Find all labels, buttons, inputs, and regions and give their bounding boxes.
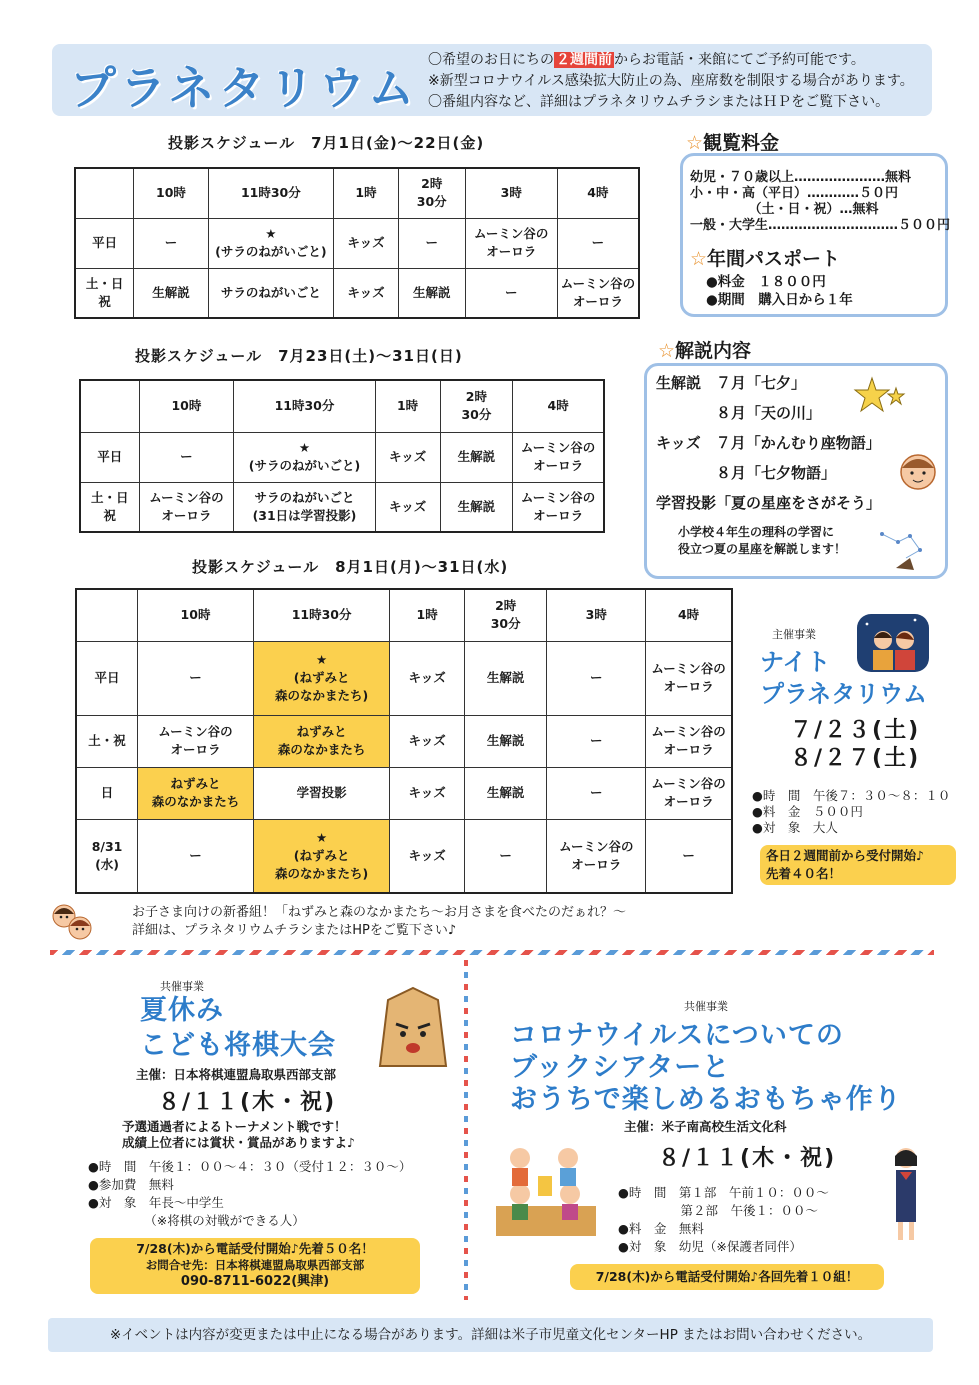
table-header-cell: 1時 [334, 168, 399, 218]
table-cell: ー [138, 641, 254, 715]
schedule2-table [79, 379, 605, 533]
schedule1-title: 投影スケジュール 7月1日(金)～22日(金) [168, 134, 485, 152]
couple-illustration [855, 610, 931, 678]
table-cell: キッズ [334, 218, 399, 268]
table-cell: 生解説 [440, 482, 513, 532]
table-header-cell: 11時30分 [253, 589, 389, 641]
shogi-title-2: こども将棋大会 [140, 1030, 336, 1061]
note-line-2: ※新型コロナウイルス感染拡大防止の為、座席数を制限する場合があります。 [428, 73, 914, 89]
commentary-line: キッズ ７月「かんむり座物語」 [656, 434, 881, 452]
shogi-desc-1: 予選通過者によるトーナメント戦です！ [122, 1119, 347, 1134]
table-cell: ★ (サラのねがいごと) [234, 432, 375, 482]
table-header-cell [75, 168, 134, 218]
fees-list [690, 170, 951, 234]
book-note: 7/28(木)から電話受付開始♪各回先着１０組！ [570, 1264, 884, 1290]
table-cell: キッズ [390, 641, 465, 715]
shogi-info-line: ●参加費 無料 [88, 1177, 174, 1192]
night-note-2: 先着４０名！ [766, 866, 842, 881]
table-header-cell: 3時 [547, 589, 646, 641]
table-row-label: 平日 [75, 218, 134, 268]
table-cell: ムーミン谷の オーロラ [646, 715, 732, 767]
student-illustration [884, 1144, 928, 1248]
table-header-cell: 2時 30分 [464, 589, 546, 641]
table-header-cell: 10時 [138, 589, 254, 641]
table-cell: 生解説 [398, 268, 465, 318]
commentary-sub1: 小学校４年生の理科の学習に [678, 525, 835, 539]
constellation-icon [876, 528, 932, 580]
table-cell: サラのねがいごと [208, 268, 334, 318]
table-cell: ー [134, 218, 208, 268]
book-info-line: ●対 象 幼児（※保護者同伴） [618, 1239, 802, 1254]
star-icon: ☆ [686, 132, 704, 154]
schedule2-title: 投影スケジュール 7月23日(土)～31日(日) [135, 347, 463, 365]
table-row [76, 819, 732, 893]
commentary-sub2: 役立つ夏の星座を解説します！ [678, 542, 847, 556]
table-cell: ムーミン谷の オーロラ [513, 482, 604, 532]
table-cell: キッズ [375, 432, 440, 482]
night-info-line: ●時 間 午後７：３０～８：１０ [752, 788, 951, 803]
commentary-heading: ☆解説内容 [658, 340, 752, 362]
stripe-divider [50, 950, 934, 955]
table-cell: サラのねがいごと (31日は学習投影) [234, 482, 375, 532]
new-program-line1: お子さま向けの新番組！「ねずみと森のなかまたち～お月さまを食べたのだぁれ？～ [132, 905, 627, 920]
table-cell: ねずみと 森のなかまたち [253, 715, 389, 767]
table-cell: ー [465, 268, 557, 318]
table-row [75, 268, 639, 318]
table-cell: 生解説 [134, 268, 208, 318]
table-cell: ムーミン谷の オーロラ [138, 715, 254, 767]
table-header-cell: 1時 [375, 380, 440, 432]
shogi-desc-2: 成績上位者には賞状・賞品がありますよ♪ [122, 1135, 355, 1150]
table-header-cell: 11時30分 [208, 168, 334, 218]
table-cell: 学習投影 [253, 767, 389, 819]
shogi-note-3: 090-8711-6022(興津) [180, 1274, 330, 1289]
table-cell: 生解説 [464, 715, 546, 767]
night-info-line: ●対 象 大人 [752, 820, 838, 835]
table-row-label: 土・日 祝 [80, 482, 139, 532]
fees-heading: ☆観覧料金 [686, 132, 780, 154]
table-row [76, 715, 732, 767]
commentary-line: ８月「七夕物語」 [656, 464, 837, 482]
table-cell: ムーミン谷の オーロラ [547, 819, 646, 893]
stripe-vertical-divider [464, 960, 468, 1300]
fee-row: 幼児・７０歳以上…………………無料 [690, 170, 912, 185]
kids-face-illustration [52, 902, 92, 942]
table-cell: キッズ [375, 482, 440, 532]
schedule3-table [75, 588, 733, 894]
table-cell: キッズ [390, 715, 465, 767]
table-header-cell: 10時 [139, 380, 234, 432]
table-cell: ★ (ねずみと 森のなかまたち) [253, 641, 389, 715]
stars-icon [852, 374, 908, 424]
table-header-row [75, 168, 639, 218]
table-cell: ー [464, 819, 546, 893]
shogi-info-line: （※将棋の対戦ができる人） [88, 1213, 305, 1228]
table-header-cell: 10時 [134, 168, 208, 218]
table-cell: 生解説 [464, 641, 546, 715]
schedule1-table [74, 167, 640, 319]
book-organizer: 主催：米子南高校生活文化科 [624, 1119, 787, 1134]
table-header-cell: 1時 [390, 589, 465, 641]
table-header-row [80, 380, 604, 432]
commentary-line: 生解説 ７月「七夕」 [656, 374, 807, 392]
table-cell: ★ (サラのねがいごと) [208, 218, 334, 268]
night-date-1: ７/２３(土) [790, 718, 921, 743]
book-info-line: ●料 金 無料 [618, 1221, 704, 1236]
commentary-list [656, 368, 881, 518]
table-header-cell: 3時 [465, 168, 557, 218]
star-icon: ☆ [658, 340, 676, 362]
footer-notice: ※イベントは内容が変更または中止になる場合があります。詳細は米子市児童文化センターHP またはお問い合わせください。 [48, 1318, 933, 1352]
table-cell: ムーミン谷の オーロラ [646, 641, 732, 715]
table-header-cell: 2時 30分 [398, 168, 465, 218]
table-cell: ねずみと 森のなかまたち [138, 767, 254, 819]
table-header-cell: 2時 30分 [440, 380, 513, 432]
new-program-line2: 詳細は、プラネタリウムチラシまたはHPをご覧下さい♪ [132, 923, 457, 938]
shogi-tag: 共催事業 [160, 980, 204, 993]
table-cell: 生解説 [440, 432, 513, 482]
table-cell: キッズ [334, 268, 399, 318]
table-cell: ー [398, 218, 465, 268]
table-row [76, 641, 732, 715]
table-cell: 生解説 [464, 767, 546, 819]
book-info-line: ●時 間 第１部 午前１０：００～ [618, 1185, 829, 1200]
shogi-date: ８/１１(木・祝) [158, 1090, 337, 1115]
book-title-1: コロナウイルスについての [510, 1020, 844, 1051]
pass-fee: ●料金 １８００円 [706, 274, 826, 290]
book-tag: 共催事業 [684, 1000, 728, 1013]
table-cell: ムーミン谷の オーロラ [139, 482, 234, 532]
book-info-line: 第２部 午後１：００～ [618, 1203, 819, 1218]
table-cell: ー [547, 641, 646, 715]
table-cell: ー [557, 218, 639, 268]
note-line-1: 〇希望のお日にちの ２週間前 からお電話・来館にてご予約可能です。 [428, 52, 865, 68]
commentary-line: 学習投影「夏の星座をさがそう」 [656, 494, 882, 512]
table-cell: キッズ [390, 767, 465, 819]
night-info [752, 788, 950, 836]
shogi-note [90, 1238, 420, 1294]
table-row [76, 767, 732, 819]
shogi-info-line: ●時 間 午後１：００～４：３０（受付１２：３０～） [88, 1159, 412, 1174]
pass-period: ●期間 購入日から１年 [706, 292, 853, 308]
night-note-1: 各日２週間前から受付開始♪ [766, 848, 924, 863]
table-cell: ー [646, 819, 732, 893]
book-info [618, 1184, 829, 1256]
table-row-label: 土・祝 [76, 715, 138, 767]
shogi-info [88, 1158, 411, 1230]
table-cell: ー [138, 819, 254, 893]
table-cell: ムーミン谷の オーロラ [646, 767, 732, 819]
shogi-note-1: 7/28(木)から電話受付開始♪先着５０名！ [136, 1241, 374, 1256]
table-row-label: 平日 [76, 641, 138, 715]
table-cell: ★ (ねずみと 森のなかまたち) [253, 819, 389, 893]
note-line-3: 〇番組内容など、詳細はプラネタリウムチラシまたはＨＰをご覧下さい。 [428, 94, 890, 110]
table-cell: ムーミン谷の オーロラ [465, 218, 557, 268]
table-header-cell: 11時30分 [234, 380, 375, 432]
table-cell: ー [139, 432, 234, 482]
shogi-note-2: お問合せ先：日本将棋連盟鳥取県西部支部 [145, 1258, 365, 1272]
table-header-cell [80, 380, 139, 432]
shogi-organizer: 主催：日本将棋連盟鳥取県西部支部 [136, 1067, 337, 1082]
book-title-3: おうちで楽しめるおもちゃ作り [510, 1084, 902, 1115]
shogi-info-line: ●対 象 年長～中学生 [88, 1195, 224, 1210]
night-note [760, 845, 956, 885]
header-notes [428, 50, 914, 113]
table-header-cell: 4時 [557, 168, 639, 218]
table-cell: ー [547, 715, 646, 767]
night-tag: 主催事業 [772, 628, 816, 641]
table-row [75, 218, 639, 268]
schedule3-title: 投影スケジュール 8月1日(月)～31日(水) [192, 558, 509, 576]
fee-row: （土・日・祝）…無料 [690, 202, 879, 217]
book-date: ８/１１(木・祝) [658, 1146, 837, 1171]
commentary-sub [678, 524, 846, 558]
pass-heading: ☆年間パスポート [690, 248, 841, 270]
table-cell: ー [547, 767, 646, 819]
shogi-piece-mascot [376, 984, 450, 1074]
table-row [80, 482, 604, 532]
table-cell: ムーミン谷の オーロラ [557, 268, 639, 318]
child-face-icon [898, 452, 938, 496]
table-row-label: 平日 [80, 432, 139, 482]
commentary-line: ８月「天の川」 [656, 404, 822, 422]
page-title: プラネタリウム [70, 61, 419, 115]
table-row [80, 432, 604, 482]
table-header-cell [76, 589, 138, 641]
table-header-cell: 4時 [646, 589, 732, 641]
fee-row: 小・中・高（平日）…………５０円 [690, 186, 899, 201]
table-row-label: 日 [76, 767, 138, 819]
book-title-2: ブックシアターと [510, 1052, 731, 1083]
night-info-line: ●料 金 ５００円 [752, 804, 863, 819]
table-row-label: 8/31 (水) [76, 819, 138, 893]
table-row-label: 土・日 祝 [75, 268, 134, 318]
kids-playing-illustration [490, 1136, 602, 1248]
table-header-cell: 4時 [513, 380, 604, 432]
star-icon: ☆ [690, 248, 708, 270]
fee-row: 一般・大学生…………………………５００円 [690, 218, 951, 233]
table-cell: ムーミン谷の オーロラ [513, 432, 604, 482]
table-header-row [76, 589, 732, 641]
night-title-1: ナイト [760, 648, 831, 676]
table-cell: キッズ [390, 819, 465, 893]
shogi-title-1: 夏休み [140, 995, 224, 1026]
night-date-2: ８/２７(土) [790, 746, 921, 771]
night-title-2: プラネタリウム [760, 680, 928, 708]
